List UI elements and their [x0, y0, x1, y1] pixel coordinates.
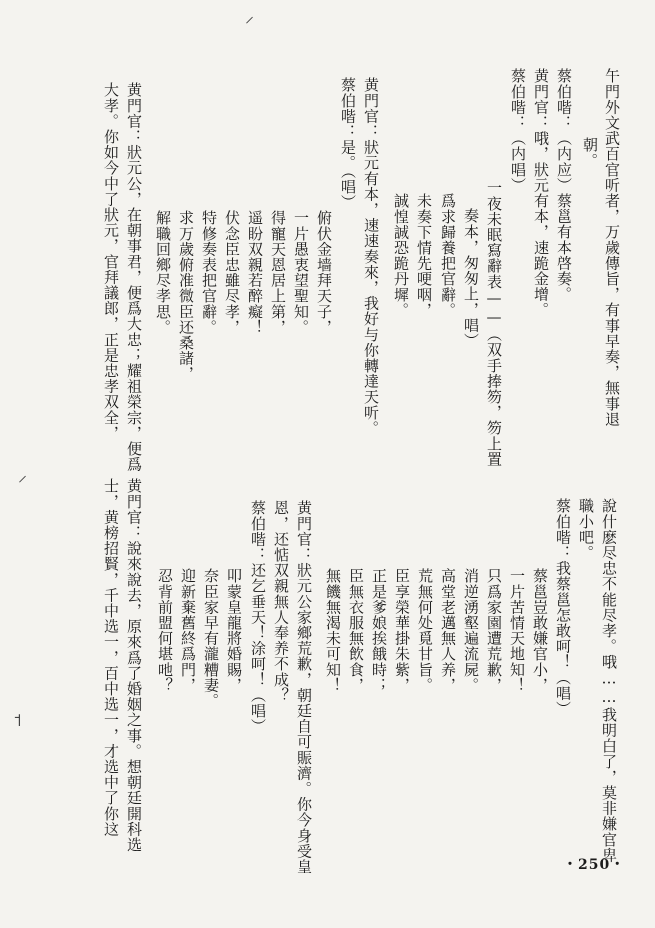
page-number: ・250・ — [563, 857, 626, 873]
text-column-lower-17: 叩蒙皇龍將婚賜， — [225, 568, 243, 693]
text-column-upper-4: 黄門官：哦，狀元有本，速跪金增。 — [532, 68, 550, 318]
text-column-lower-1: 說什麽尽忠不能尽孝。哦……我明白了，莫非嫌官卑 — [600, 498, 618, 863]
text-column-lower-9: 荒無何处覓甘旨。 — [416, 568, 434, 693]
text-column-upper-18: 特修奏表把官辭。 — [200, 210, 218, 335]
text-column-upper-6: 一夜未眠寫辭表——（双手捧笏，笏上置 — [485, 180, 503, 467]
text-column-lower-22: 士，黄榜招賢，千中选一，百中选一，才选中了你这 — [102, 478, 120, 837]
text-column-lower-3: 蔡伯喈：我蔡邕怎敢呵！（唱） — [554, 498, 572, 717]
text-column-lower-12: 臣無衣服無飲食， — [347, 568, 365, 693]
text-column-upper-19: 求万歲俯准微臣还桑諸， — [177, 210, 195, 382]
text-column-upper-9: 未奏下情先哽咽， — [415, 193, 433, 318]
text-column-upper-2: 朝。 — [581, 137, 599, 169]
text-column-upper-5: 蔡伯喈：（内唱） — [509, 68, 527, 193]
text-column-lower-10: 臣享榮華掛朱紫， — [393, 568, 411, 693]
scan-mark: ⸝ — [18, 465, 27, 486]
text-column-upper-12: 蔡伯喈：是。（唱） — [339, 77, 357, 210]
text-column-upper-22: 大孝。你如今中了狀元，官拜議郎，正是忠孝双全， — [102, 82, 120, 441]
text-column-upper-15: 得寵天恩居上第， — [269, 210, 287, 335]
text-column-lower-19: 迎新棄舊終爲門， — [179, 568, 197, 693]
text-column-lower-11: 正是爹娘挨餓時； — [370, 568, 388, 693]
text-column-upper-20: 解職回鄉尽孝思。 — [154, 210, 172, 335]
text-column-lower-8: 高堂老邁無人养， — [439, 568, 457, 693]
text-column-lower-2: 職小吧。 — [577, 498, 595, 561]
text-column-upper-21: 黄門官：狀元公，在朝事君，便爲大忠；耀祖榮宗，便爲 — [125, 82, 143, 472]
text-column-upper-8: 爲求歸養把官辭。 — [439, 193, 457, 318]
text-column-upper-7: 奏本，匆匆上，唱） — [462, 208, 480, 349]
text-column-upper-16: 遥盼双親若醉癡！ — [246, 210, 264, 335]
text-column-upper-14: 一片愚衷望聖知。 — [292, 210, 310, 335]
text-column-lower-13: 無饑無渴未可知！ — [324, 568, 342, 693]
text-column-upper-3: 蔡伯喈：（内应）蔡邕有本啓奏。 — [555, 68, 573, 302]
scan-mark: ⸝ — [245, 6, 254, 27]
text-column-lower-6: 只爲家園遭荒歉， — [485, 568, 503, 693]
text-column-lower-16: 蔡伯喈：还乞垂天！涂呵！（唱） — [249, 500, 267, 734]
text-column-lower-7: 消逆湧壑遍流屍。 — [462, 568, 480, 693]
text-column-lower-18: 奈臣家早有瀧糟妻。 — [202, 568, 220, 709]
text-column-upper-10: 誠惶誠恐跪丹墀。 — [392, 193, 410, 318]
text-column-upper-1: 午門外文武百官听者，万歲傳旨，有事早奏，無事退 — [603, 68, 621, 427]
scan-mark: ˦ — [13, 710, 22, 731]
text-column-lower-20: 忍背前盟何堪吔？ — [156, 568, 174, 693]
text-column-lower-14: 黄門官：狀元公家鄉荒歉，朝廷自可賑濟。你今身受皇 — [295, 500, 313, 875]
text-column-lower-21: 黄門官：說來說去，原來爲了婚姻之事。想朝廷開科选 — [125, 478, 143, 853]
text-column-upper-13: 俯伏金墙拜天子， — [315, 210, 333, 335]
text-column-lower-4: 蔡邕豈敢嫌官小， — [531, 568, 549, 693]
text-column-upper-17: 伏念臣忠雖尽孝， — [223, 210, 241, 335]
text-column-lower-15: 恩，还惦双親無人奉养不成？ — [272, 500, 290, 703]
text-column-upper-11: 黄門官：狀元有本，速速奏來，我好与你轉達天听。 — [362, 77, 380, 436]
text-column-lower-5: 一片苦情天地知！ — [508, 568, 526, 693]
